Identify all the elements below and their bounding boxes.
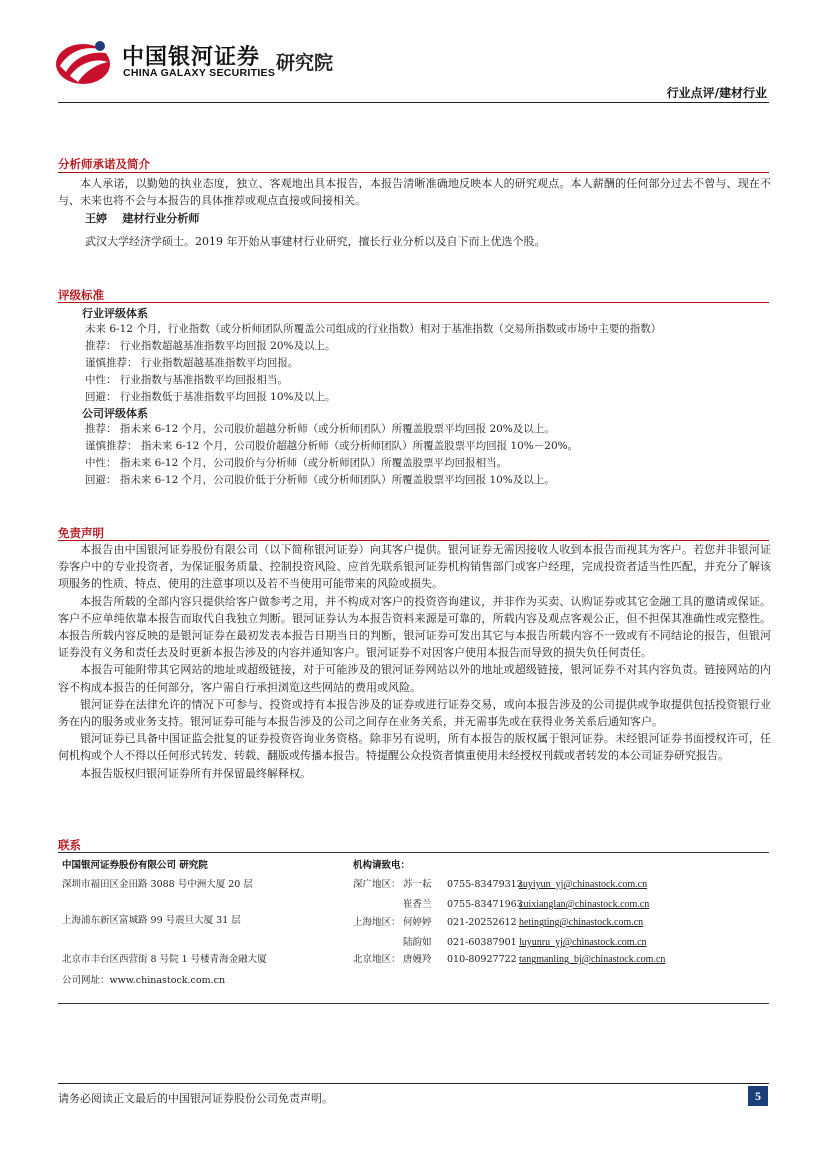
analyst-section-title: 分析师承诺及简介 [58, 157, 150, 171]
company-rating-line: 谨慎推荐： 指未来 6-12 个月，公司股价超越分析师（或分析师团队）所覆盖股票平均回报 10%－20%。 [85, 440, 579, 452]
contact-phone: 0755-83471963 [447, 899, 523, 910]
brand-name-cn: 中国银河证券 [122, 45, 261, 70]
industry-rating-line: 中性： 行业指数与基准指数平均回报相当。 [85, 374, 288, 386]
company-name: 中国银河证券股份有限公司 研究院 [62, 860, 208, 871]
contact-name: 陆韵如 [403, 937, 432, 948]
institute-label: 研究院 [276, 52, 334, 74]
company-rating-line: 回避： 指未来 6-12 个月，公司股价低于分析师（或分析师团队）所覆盖股票平均回报 10%及以上。 [85, 474, 555, 486]
analyst-bio: 武汉大学经济学硕士。2019 年开始从事建材行业研究，擅长行业分析以及自下而上优选个股。 [85, 235, 546, 248]
footer-divider [58, 1083, 769, 1084]
hotline-title: 机构请致电： [353, 860, 411, 871]
page-number: 5 [748, 1086, 768, 1106]
contact-email[interactable]: cuixianglan@chinastock.com.cn [519, 899, 650, 910]
industry-rating-line: 未来 6-12 个月，行业指数（或分析师团队所覆盖公司组成的行业指数）相对于基准指数（交易所指数或市场中主要的指数） [85, 323, 662, 335]
contact-name: 崔香兰 [403, 899, 432, 910]
header-divider [58, 102, 769, 103]
industry-rating-title: 行业评级体系 [82, 307, 148, 320]
contact-email[interactable]: hetingting@chinastock.com.cn [519, 917, 644, 928]
contact-region: 北京地区： [353, 954, 401, 965]
contact-email[interactable]: tangmanling_bj@chinastock.com.cn [519, 954, 666, 965]
contact-phone: 010-80927722 [447, 954, 517, 965]
company-rating-title: 公司评级体系 [82, 407, 148, 420]
contact-phone: 0755-83479312 [447, 879, 523, 890]
brand-name-en: CHINA GALAXY SECURITIES [123, 67, 276, 79]
contact-region: 深广地区： [353, 879, 401, 890]
contact-name: 何婷婷 [403, 917, 432, 928]
contact-row [353, 914, 643, 928]
disclaimer-paragraph: 银河证券在法律允许的情况下可参与、投资或持有本报告涉及的证券或进行证券交易，或向本报告涉及的公司提供或争取提供包括投资银行业务在内的服务或业务支持。银河证券可能与本报告涉及的公司之间存在业务关系，并无需事先或在获得业务关系后通知客户。 [58, 697, 771, 729]
disclaimer-paragraph: 本报告由中国银河证券股份有限公司（以下简称银河证券）向其客户提供。银河证券无需因接收人收到本报告而视其为客户。若您并非银河证券客户中的专业投资者，为保证服务质量、控制投资风险、应首先联系银河证券机构销售部门或客户经理，完成投资者适当性匹配，并充分了解该项服务的性质、特点、使用的注意事项以及若不当使用可能带来的风险或损失。 [58, 543, 771, 591]
analyst-role: 建材行业分析师 [122, 212, 200, 225]
company-website[interactable]: 公司网址：www.chinastock.com.cn [62, 975, 226, 986]
footer-notice: 请务必阅读正文最后的中国银河证券股份公司免责声明。 [58, 1092, 333, 1105]
contact-section-title: 联系 [58, 838, 81, 852]
analyst-pledge: 本人承诺，以勤勉的执业态度，独立、客观地出具本报告，本报告清晰准确地反映本人的研究观点。本人薪酬的任何部分过去不曾与、现在不与、未来也将不会与本报告的具体推荐或观点直接或间接相关。 [58, 177, 771, 208]
contact-row [353, 934, 647, 948]
disclaimer-section-title: 免责声明 [58, 526, 104, 540]
analyst-name: 王婷 [85, 212, 107, 225]
disclaimer-paragraph: 本报告可能附带其它网站的地址或超级链接，对于可能涉及的银河证券网站以外的地址或超级链接，银河证券不对其内容负责。链接网站的内容不构成本报告的任何部分，客户需自行承担浏览这些网站的费用或风险。 [58, 663, 771, 694]
rating-section-title: 评级标准 [58, 288, 104, 302]
address-shanghai: 上海浦东新区富城路 99 号震旦大厦 31 层 [62, 915, 241, 926]
industry-rating-line: 回避： 行业指数低于基准指数平均回报 10%及以上。 [85, 391, 336, 403]
contact-top-rule [58, 852, 769, 853]
contact-row [353, 876, 647, 890]
disclaimer-paragraph: 本报告所载的全部内容只提供给客户做参考之用，并不构成对客户的投资咨询建议，并非作为买卖、认购证券或其它金融工具的邀请或保证。客户不应单纯依靠本报告而取代自我独立判断。银河证券认为本报告资料来源是可靠的，所载内容及观点客观公正，但不担保其准确性或完整性。本报告所载内容反映的是银河证券在最初发表本报告日期当日的判断，银河证券可发出其它与本报告所载内容不一致或有不同结论的报告，但银河证券没有义务和责任去及时更新本报告涉及的内容并通知客户。银河证券不对因客户使用本报告而导致的损失负任何责任。 [58, 594, 771, 660]
company-rating-line: 推荐： 指未来 6-12 个月，公司股价超越分析师（或分析师团队）所覆盖股票平均回报 20%及以上。 [85, 423, 555, 435]
contact-bottom-rule [58, 1003, 769, 1004]
rating-section-rule [58, 302, 769, 303]
industry-rating-line: 推荐： 行业指数超越基准指数平均回报 20%及以上。 [85, 340, 336, 352]
company-rating-line: 中性： 指未来 6-12 个月，公司股价与分析师（或分析师团队）所覆盖股票平均回报相当。 [85, 457, 508, 469]
contact-email[interactable]: luyunru_yj@chinastock.com.cn [519, 937, 647, 948]
address-beijing: 北京市丰台区西营街 8 号院 1 号楼青海金融大厦 [62, 954, 267, 965]
contact-phone: 021-20252612 [447, 917, 517, 928]
analyst-section-rule [58, 172, 769, 173]
address-shenzhen: 深圳市福田区金田路 3088 号中洲大厦 20 层 [62, 879, 253, 890]
industry-rating-line: 谨慎推荐： 行业指数超越基准指数平均回报。 [85, 357, 299, 369]
disclaimer-paragraph: 银河证券已具备中国证监会批复的证券投资咨询业务资格。除非另有说明，所有本报告的版权属于银河证券。未经银河证券书面授权许可，任何机构或个人不得以任何形式转发、转载、翻版或传播本报告。特提醒公众投资者慎重使用未经授权刊载或者转发的本公司证券研究报告。 [58, 732, 771, 763]
analyst-name-row [85, 210, 199, 227]
galaxy-logo-icon [52, 36, 114, 88]
contact-name: 唐嫚羚 [403, 954, 432, 965]
contact-row [353, 951, 665, 965]
contact-email[interactable]: suyiyun_yj@chinastock.com.cn [519, 879, 648, 890]
disclaimer-paragraph: 本报告版权归银河证券所有并保留最终解释权。 [80, 766, 311, 780]
disclaimer-body [0, 541, 827, 782]
contact-row [353, 896, 649, 910]
contact-name: 苏一耘 [403, 879, 432, 890]
report-type: 行业点评/建材行业 [666, 86, 767, 100]
contact-region: 上海地区： [353, 917, 401, 928]
contact-phone: 021-60387901 [447, 937, 517, 948]
